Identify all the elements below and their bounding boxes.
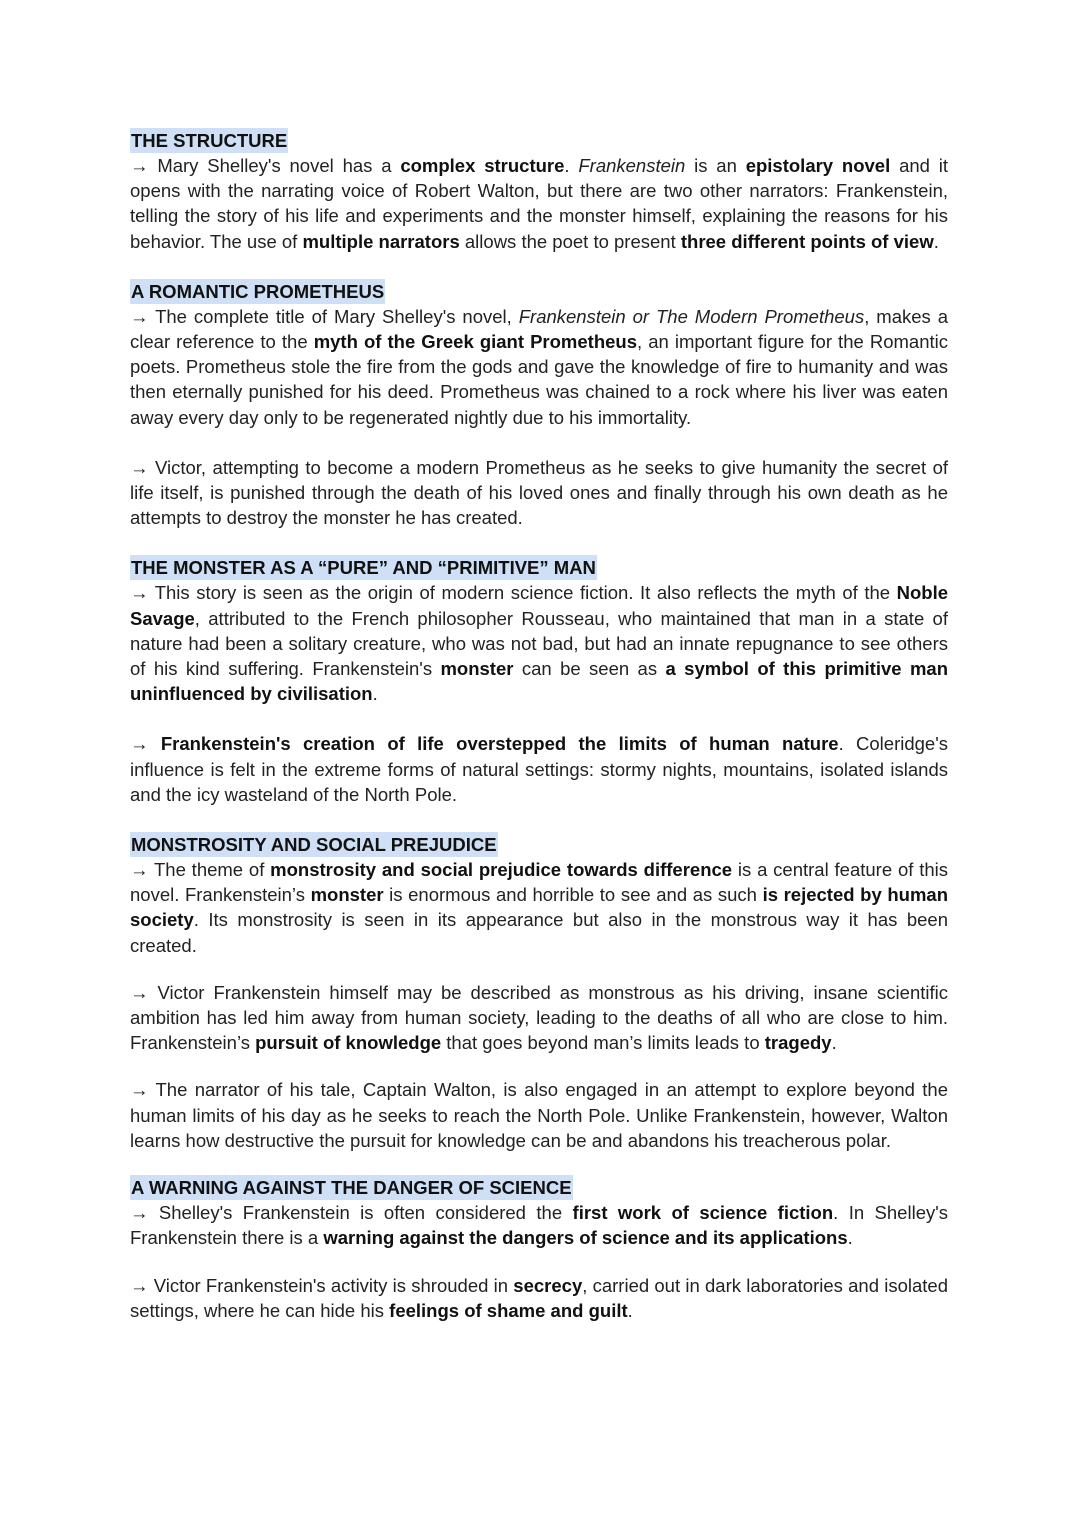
paragraph xyxy=(130,1273,948,1323)
text-run: → Shelley's Frankenstein is often considered the xyxy=(130,1202,573,1224)
italic-text: Frankenstein xyxy=(578,155,686,176)
section-structure xyxy=(130,128,948,254)
bold-text: myth of the Greek giant Prometheus xyxy=(313,331,638,353)
bold-text: first work of science fiction xyxy=(572,1202,834,1224)
bold-text: warning against the dangers of science and its applications xyxy=(323,1227,848,1249)
text-run: that goes beyond man’s limits leads to xyxy=(441,1032,765,1054)
section-heading: MONSTROSITY AND SOCIAL PREJUDICE xyxy=(131,834,497,856)
bold-text: pursuit of knowledge xyxy=(255,1032,442,1054)
bold-text: secrecy xyxy=(513,1274,583,1296)
bold-text: monstrosity and social prejudice towards difference xyxy=(270,859,733,881)
text-run: . Its monstrosity is seen in its appearance but also in the monstrous way it has been created. xyxy=(130,909,948,956)
text-run: . xyxy=(847,1227,853,1249)
section-heading: A WARNING AGAINST THE DANGER OF SCIENCE xyxy=(131,1177,572,1199)
paragraph xyxy=(130,731,948,807)
bold-text: a symbol of this primitive man uninfluenced by civilisation xyxy=(130,658,948,705)
paragraph xyxy=(130,304,948,430)
text-run: → xyxy=(130,733,161,755)
text-run: → The theme of xyxy=(130,859,271,881)
italic-text: Frankenstein or The Modern Prometheus xyxy=(518,305,865,327)
text-run: , an important figure for the Romantic poets. Prometheus stole the fire from the gods and gave the knowledge of fire to humanity and was then eternally punished for his deed. Prometheus was chained to a rock where his liver was eaten away every day only to be regenerated nightly due to his immortality. xyxy=(130,331,948,428)
text-run: → This story is seen as the origin of modern science fiction. It also reflects the myth of the xyxy=(130,582,897,604)
section-heading: THE STRUCTURE xyxy=(131,130,288,151)
section-heading: THE MONSTER AS A “PURE” AND “PRIMITIVE” MAN xyxy=(131,557,596,579)
section-warning-science xyxy=(130,1175,948,1323)
text-run: allows the poet to present xyxy=(459,230,681,252)
section-monster-primitive-man xyxy=(130,555,948,807)
paragraph xyxy=(130,857,948,958)
text-run: → The complete title of Mary Shelley's novel, xyxy=(130,305,519,327)
bold-text: is rejected by human society xyxy=(130,884,948,931)
text-run: . xyxy=(933,230,939,252)
text-run: → Mary Shelley's novel has a xyxy=(130,155,401,176)
text-run: is a central feature of this novel. Frankenstein’s xyxy=(130,859,948,906)
section-romantic-prometheus xyxy=(130,279,948,531)
text-run: . In Shelley's Frankenstein there is a xyxy=(130,1202,949,1249)
text-run: . xyxy=(831,1032,837,1054)
paragraph xyxy=(130,153,948,254)
text-run: . xyxy=(372,683,378,705)
text-run: and it opens with the narrating voice of Robert Walton, but there are two other narrators: Frankenstein, telling the story of his life and experiments and the monster himself, explaining the reasons for his behavior. The use of xyxy=(130,155,949,252)
text-run: → Victor Frankenstein's activity is shrouded in xyxy=(130,1274,514,1296)
bold-text: feelings of shame and guilt xyxy=(389,1299,628,1321)
bold-text: Frankenstein's creation of life overstepped the limits of human nature xyxy=(160,733,839,755)
text-run: . Coleridge's influence is felt in the extreme forms of natural settings: stormy nights, mountains, isolated islands and the icy wasteland of the North Pole. xyxy=(130,733,949,805)
text-run: . xyxy=(627,1299,633,1321)
bold-text: epistolary novel xyxy=(745,155,891,176)
paragraph xyxy=(130,455,948,531)
paragraph xyxy=(130,580,948,706)
section-heading: A ROMANTIC PROMETHEUS xyxy=(131,280,385,302)
bold-text: multiple narrators xyxy=(302,230,460,252)
text-run: → Victor, attempting to become a modern Prometheus as he seeks to give humanity the secret of life itself, is punished through the death of his loved ones and finally through his own death as he attempts to destroy the monster he has created. xyxy=(130,456,948,529)
paragraph xyxy=(130,1200,948,1250)
text-run: . xyxy=(564,155,579,176)
text-run: can be seen as xyxy=(513,658,666,680)
bold-text: complex structure xyxy=(400,155,565,176)
text-run: , makes a clear reference to the xyxy=(130,305,949,353)
bold-text: Noble Savage xyxy=(130,582,948,629)
bold-text: three different points of view xyxy=(680,230,934,252)
text-run: → The narrator of his tale, Captain Walton, is also engaged in an attempt to explore beyond the human limits of his day as he seeks to reach the North Pole. Unlike Frankenstein, however, Walton learns how destructive the pursuit for knowledge can be and abandons his treacherous polar. xyxy=(130,1079,948,1151)
paragraph xyxy=(130,980,948,1056)
paragraph xyxy=(130,1077,948,1153)
text-run: is an xyxy=(685,155,746,176)
document-page xyxy=(130,128,948,1323)
text-run: → Victor Frankenstein himself may be described as monstrous as his driving, insane scientific ambition has led him away from human society, leading to the deaths of all who are close to him. Frankenstein’s xyxy=(130,981,948,1054)
bold-text: monster xyxy=(310,884,384,906)
bold-text: tragedy xyxy=(764,1032,832,1054)
section-monstrosity-prejudice xyxy=(130,832,948,1153)
text-run: , attributed to the French philosopher Rousseau, who maintained that man in a state of nature had been a solitary creature, who was not bad, but had an innate repugnance to see others of his kind suffering. Frankenstein's xyxy=(130,607,948,680)
text-run: , carried out in dark laboratories and isolated settings, where he can hide his xyxy=(130,1274,948,1321)
text-run: is enormous and horrible to see and as such xyxy=(383,884,763,906)
bold-text: monster xyxy=(440,658,514,680)
